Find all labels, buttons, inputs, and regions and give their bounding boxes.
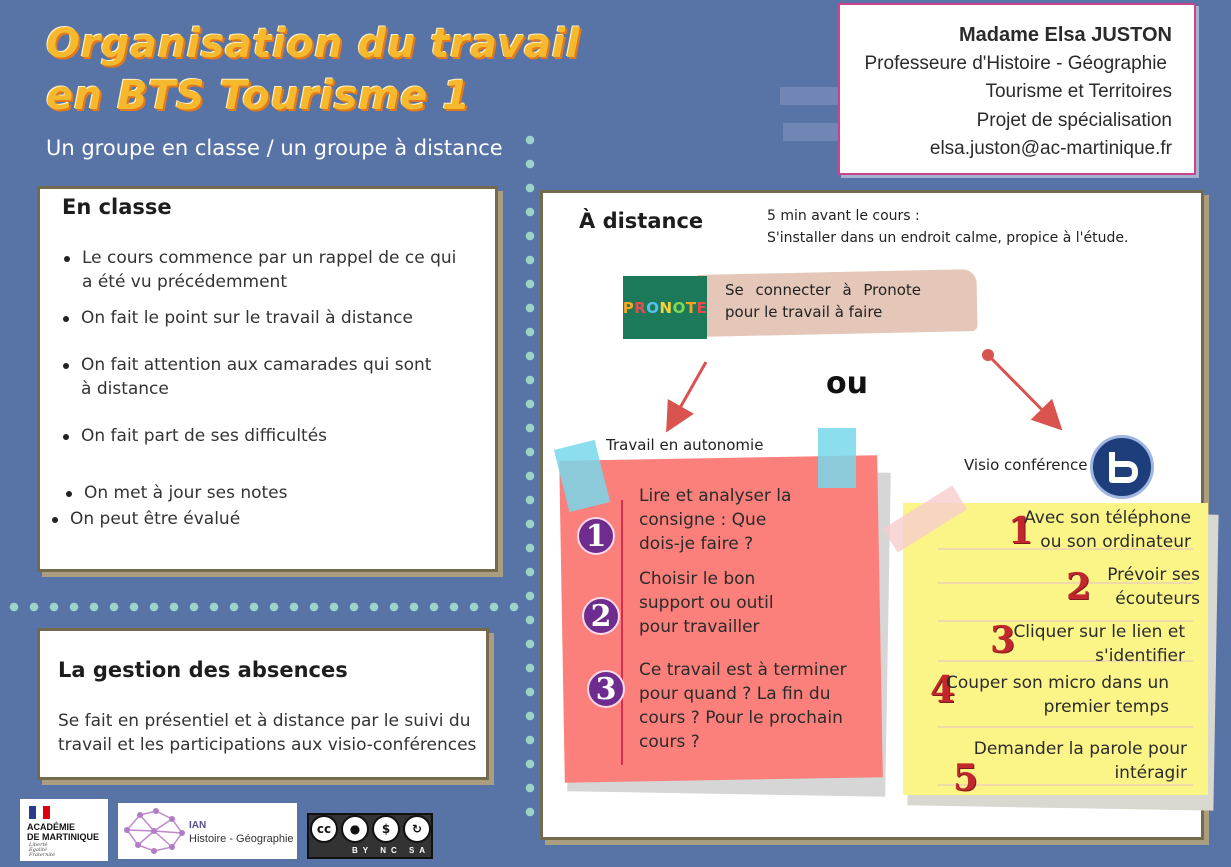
visio-step-5 (974, 737, 1187, 785)
visio-step-1 (1024, 506, 1191, 554)
tape-strip (818, 428, 856, 488)
visio-step-2 (1107, 563, 1200, 611)
visio-step-5-line2: intéragir (1114, 763, 1187, 783)
autonomie-step-1: Lire et analyser la consigne : Que dois-je faire ? (639, 486, 792, 554)
autonomie-step-2: Choisir le bon support ou outil pour travailler (639, 569, 774, 637)
visio-step-4-line1: Couper son micro dans un (946, 673, 1169, 693)
ian-label: IAN (189, 820, 207, 831)
pronote-logo-text: PRONOTE (622, 298, 708, 317)
visio-step-1-line1: Avec son téléphone (1024, 508, 1191, 528)
list-item: On met à jour ses notes (84, 481, 474, 505)
teacher-name: Madame Elsa JUSTON (958, 24, 1172, 46)
visio-label: Visio conférence (964, 456, 1088, 474)
teacher-subject: Tourisme et Territoires (985, 81, 1172, 102)
autonomie-label: Travail en autonomie (606, 436, 764, 454)
pronote-instruction: Se connecter à Pronote pour le travail à faire (725, 281, 921, 321)
cc-icon: cc (310, 815, 338, 843)
note-margin-line (621, 500, 623, 765)
step-number-3: 3 (587, 670, 625, 708)
page-subtitle: Un groupe en classe / un groupe à distance (46, 136, 503, 160)
arrow-left (672, 362, 706, 422)
sa-icon: ↻ (403, 815, 431, 843)
teacher-email: elsa.juston@ac-martinique.fr (929, 138, 1172, 159)
visio-step-number-2: 2 (1066, 566, 1092, 608)
list-item: On fait attention aux camarades qui sont à distance (81, 353, 441, 401)
academie-name (27, 822, 99, 842)
list-item: On peut être évalué (70, 507, 460, 531)
distance-note-line2: S'installer dans un endroit calme, propice à l'étude. (767, 230, 1129, 246)
visio-step-2-line1: Prévoir ses (1107, 565, 1200, 585)
visio-step-2-line2: écouteurs (1115, 589, 1200, 609)
visio-step-3-line2: s'identifier (1095, 646, 1185, 666)
page-title-line1: Organisation du travail (46, 21, 580, 67)
autonomie-step-3: Ce travail est à terminer pour quand ? La fin du cours ? Pour le prochain cours ? (639, 660, 847, 752)
page-title-line2: en BTS Tourisme 1 (46, 73, 471, 119)
distance-note (767, 205, 1128, 249)
absences-heading: La gestion des absences (58, 658, 348, 682)
teacher-card (838, 3, 1196, 175)
absences-text: Se fait en présentiel et à distance par le suivi du travail et les participations aux visio-conférences (58, 711, 477, 755)
teacher-project: Projet de spécialisation (976, 109, 1172, 131)
nc-icon: $ (372, 815, 400, 843)
distance-note-line1: 5 min avant le cours : (767, 208, 920, 224)
visio-step-number-5: 5 (953, 757, 979, 799)
decor-bar (783, 123, 840, 141)
visio-step-3-line1: Cliquer sur le lien et (1013, 622, 1185, 642)
arrow-right (988, 355, 1054, 422)
visio-step-4-line2: premier temps (1043, 697, 1169, 717)
marianne-flag-icon (29, 806, 50, 819)
list-item: On fait le point sur le travail à distance (81, 306, 471, 330)
list-item: Le cours commence par un rappel de ce qui a été vu précédemment (82, 246, 462, 294)
academie-line2: DE MARTINIQUE (27, 832, 99, 842)
by-icon: ● (341, 815, 369, 843)
ou-label: ou (826, 366, 868, 401)
visio-step-1-line2: ou son ordinateur (1040, 532, 1191, 552)
academie-motto: Liberté Égalité Fraternité (29, 842, 55, 858)
step-number-2: 2 (582, 597, 620, 635)
cc-badges (310, 815, 431, 843)
note-ruled-line (938, 726, 1193, 728)
list-item: On fait part de ses difficultés (81, 424, 471, 448)
teacher-role: Professeure d'Histoire - Géographie (864, 52, 1167, 74)
visio-step-4 (946, 671, 1169, 719)
horizontal-dotted-separator (4, 601, 524, 613)
a-distance-heading: À distance (579, 209, 704, 233)
visio-step-number-3: 3 (990, 619, 1016, 661)
visio-step-5-line1: Demander la parole pour (973, 739, 1187, 759)
decor-bar (780, 87, 840, 105)
cc-license-labels: BY NC SA (352, 846, 431, 855)
visio-step-3 (1013, 620, 1185, 668)
visio-step-number-1: 1 (1008, 510, 1034, 552)
en-classe-card (37, 186, 498, 572)
academie-line1: ACADÉMIE (27, 822, 76, 832)
pronote-logo (623, 276, 707, 339)
ian-subtitle: Histoire - Géographie (189, 833, 294, 845)
bigbluebutton-icon (1090, 435, 1154, 499)
absences-card (37, 628, 489, 780)
visio-step-number-4: 4 (930, 669, 956, 711)
vertical-dotted-separator (524, 128, 536, 828)
en-classe-heading: En classe (62, 195, 172, 219)
ian-network-icon (122, 805, 188, 857)
step-number-1: 1 (577, 517, 615, 555)
